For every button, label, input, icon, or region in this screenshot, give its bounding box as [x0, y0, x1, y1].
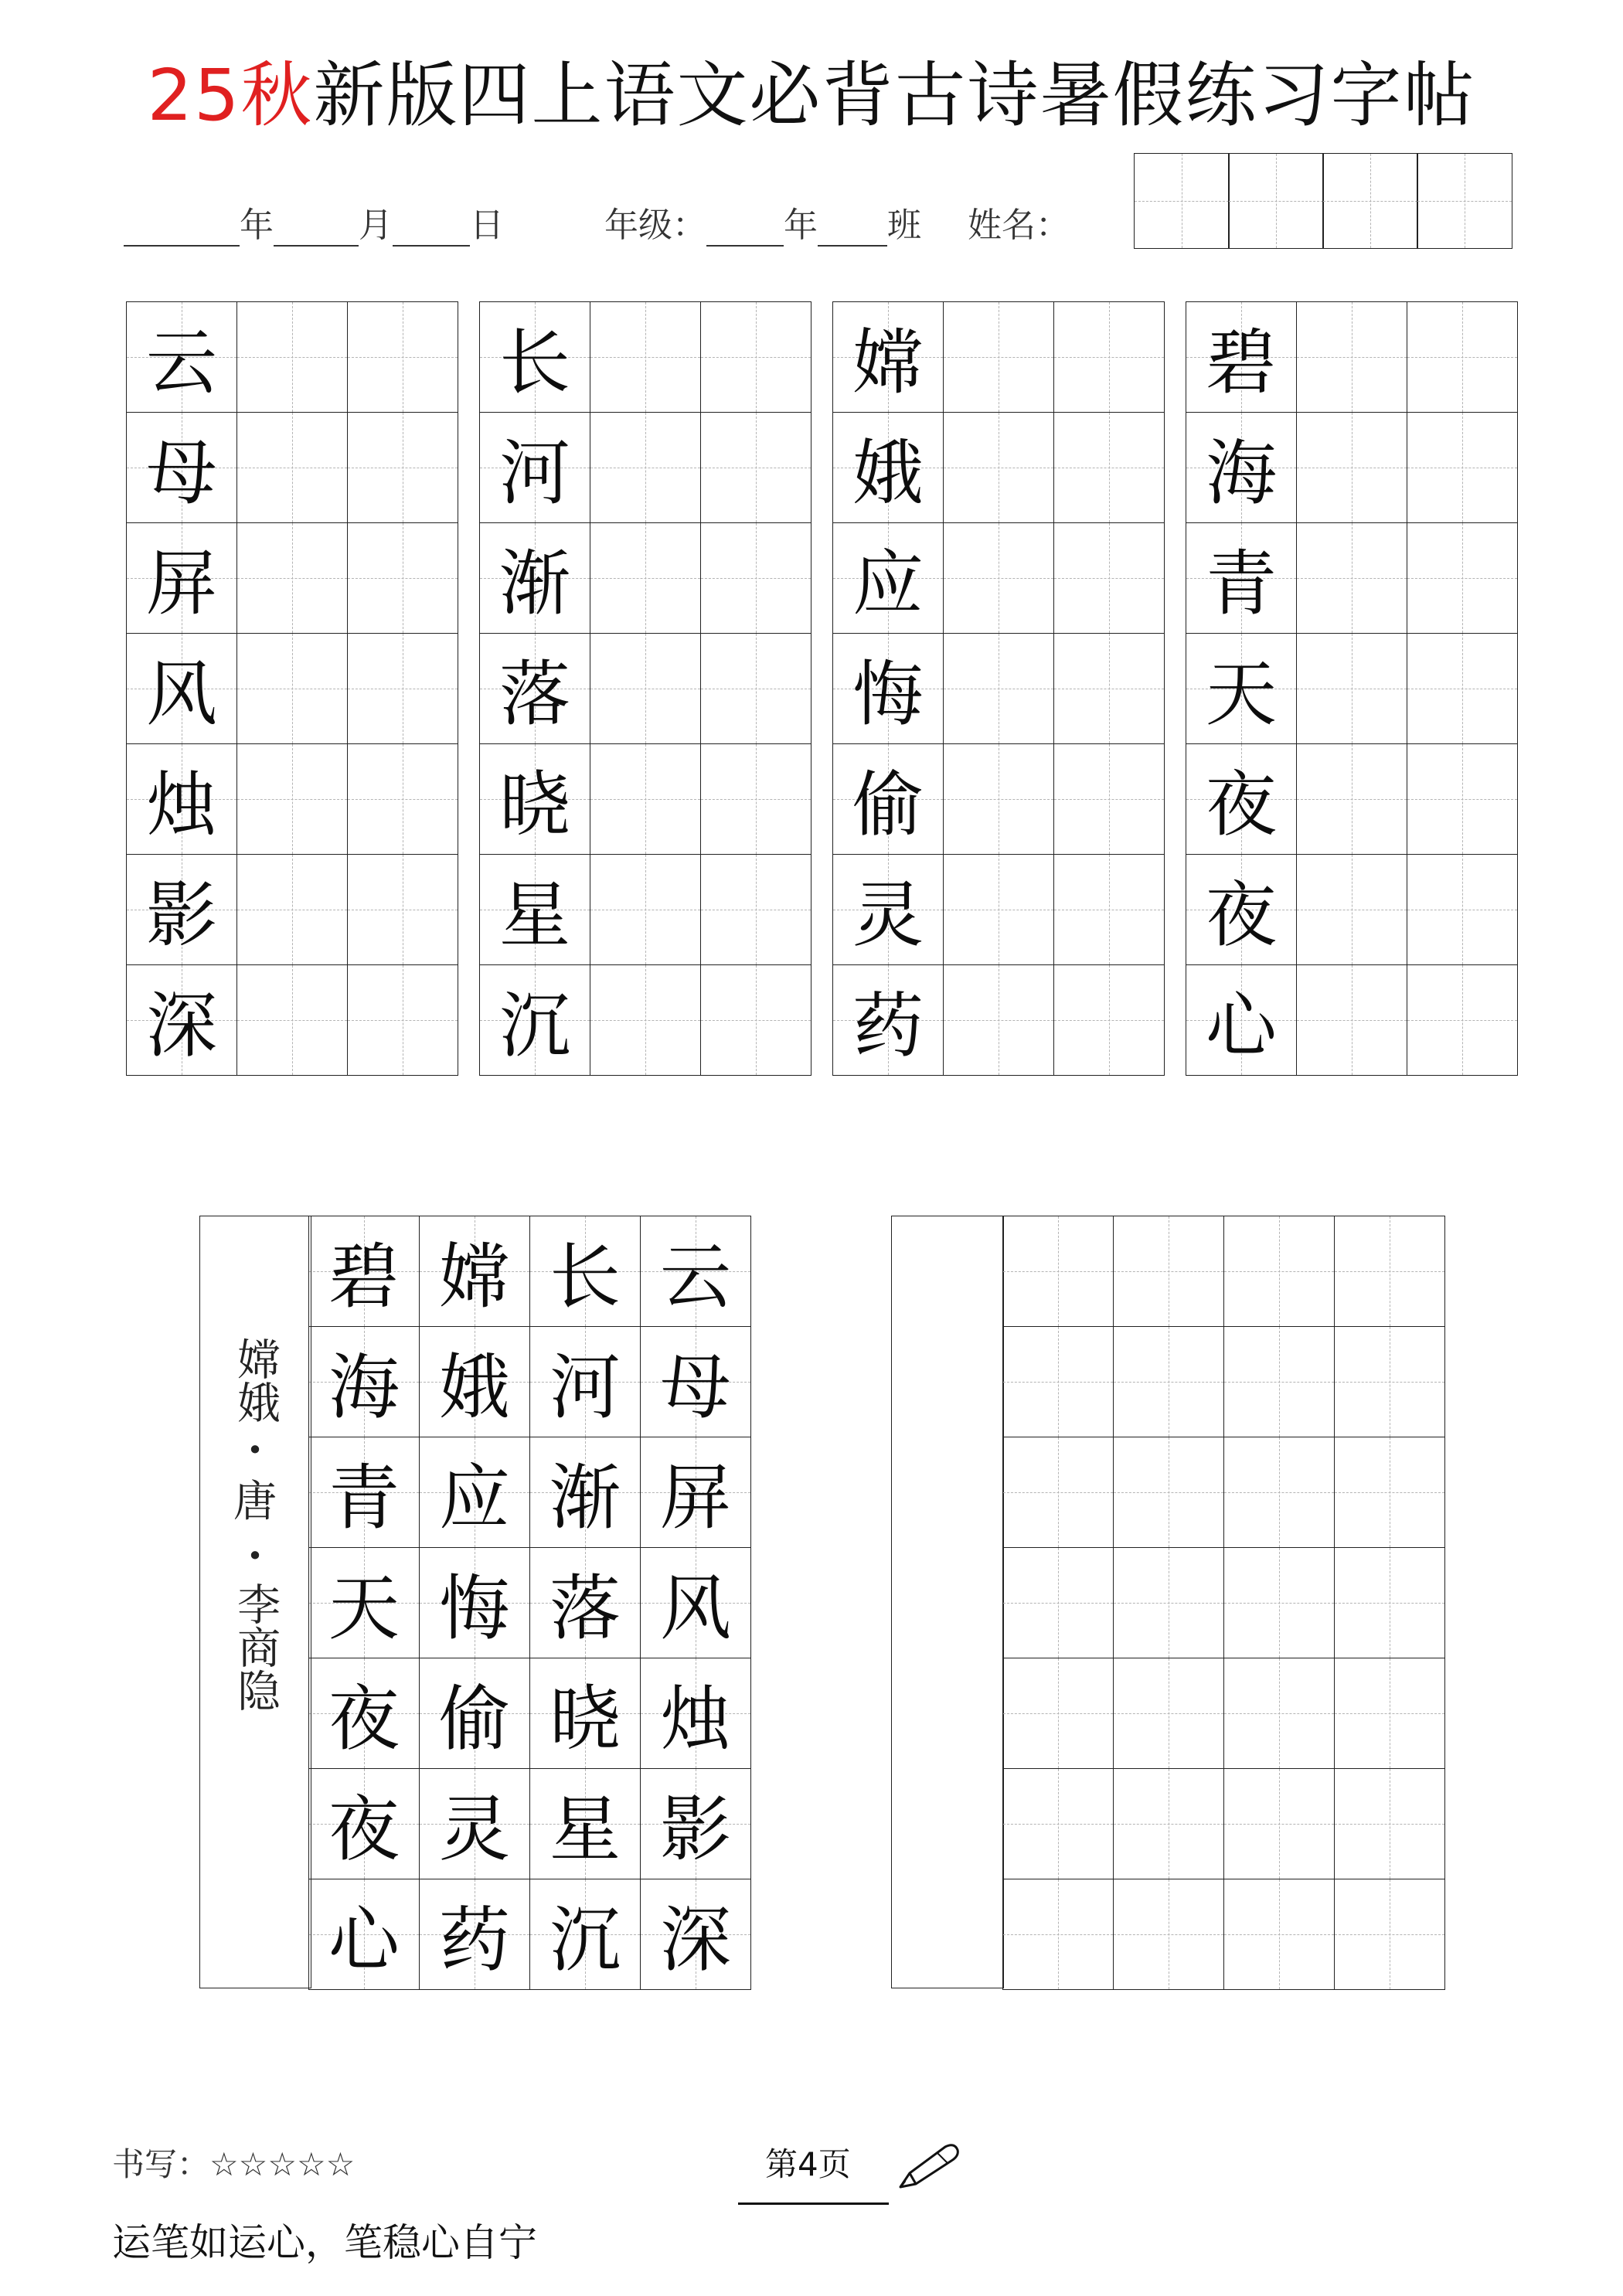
blank-writing-cell[interactable] [1113, 1768, 1224, 1879]
name-label: 姓名： [968, 206, 1070, 245]
practice-writing-cell[interactable] [347, 964, 458, 1076]
poem-character-cell[interactable] [308, 1216, 420, 1327]
practice-model-cell[interactable] [1186, 633, 1297, 744]
practice-writing-cell[interactable] [700, 522, 812, 634]
practice-writing-cell[interactable] [590, 964, 701, 1076]
model-character: 长 [498, 321, 570, 404]
blank-writing-cell[interactable] [1334, 1216, 1445, 1327]
model-character: 星 [498, 874, 570, 957]
grade-year-label: 年 [784, 206, 818, 245]
model-character: 天 [328, 1567, 400, 1650]
model-character: 天 [1205, 653, 1277, 736]
poem-character-cell[interactable] [529, 1658, 641, 1769]
practice-writing-cell[interactable] [347, 522, 458, 634]
poem-character-cell[interactable] [419, 1879, 530, 1990]
model-character: 嫦 [852, 321, 924, 404]
practice-writing-cell[interactable] [1407, 633, 1518, 744]
blank-writing-cell[interactable] [1223, 1879, 1335, 1990]
practice-writing-cell[interactable] [236, 854, 348, 965]
practice-writing-cell[interactable] [347, 633, 458, 744]
pen-icon [893, 2141, 962, 2195]
practice-model-cell[interactable] [126, 743, 237, 855]
poem-character-cell[interactable] [308, 1437, 420, 1548]
practice-model-cell[interactable] [832, 854, 944, 965]
motto: 运笔如运心，笔稳心自宁 [112, 2220, 537, 2265]
practice-writing-cell[interactable] [236, 522, 348, 634]
name-cell[interactable] [1228, 153, 1324, 249]
model-character: 娥 [438, 1346, 510, 1429]
model-character: 河 [498, 432, 570, 515]
practice-model-cell[interactable] [479, 301, 590, 413]
practice-writing-cell[interactable] [236, 964, 348, 1076]
day-label: 日 [470, 206, 504, 245]
model-character: 烛 [145, 764, 217, 846]
blank-writing-cell[interactable] [1002, 1658, 1114, 1769]
practice-model-cell[interactable] [126, 522, 237, 634]
page-number-underline [738, 2202, 889, 2205]
practice-writing-cell[interactable] [1296, 743, 1407, 855]
practice-writing-cell[interactable] [1053, 854, 1165, 965]
model-character: 碧 [1205, 321, 1277, 404]
blank-writing-cell[interactable] [1223, 1326, 1335, 1437]
model-character: 落 [498, 653, 570, 736]
model-character: 烛 [659, 1678, 731, 1760]
model-character: 母 [145, 432, 217, 515]
blank-writing-cell[interactable] [1002, 1326, 1114, 1437]
practice-writing-cell[interactable] [590, 522, 701, 634]
poem-character-cell[interactable] [529, 1437, 641, 1548]
page-title [0, 39, 1623, 141]
poem-character-cell[interactable] [419, 1326, 530, 1437]
year-label: 年 [240, 206, 274, 245]
blank-grid-label-column [891, 1216, 1004, 1988]
model-character: 风 [145, 653, 217, 736]
grade-label: 年级： [604, 206, 706, 245]
day-blank[interactable] [393, 213, 470, 247]
model-character: 青 [328, 1457, 400, 1539]
practice-writing-cell[interactable] [236, 743, 348, 855]
model-character: 海 [1205, 432, 1277, 515]
practice-model-cell[interactable] [1186, 854, 1297, 965]
practice-writing-cell[interactable] [1053, 633, 1165, 744]
practice-model-cell[interactable] [126, 854, 237, 965]
practice-writing-cell[interactable] [1296, 522, 1407, 634]
practice-writing-cell[interactable] [347, 854, 458, 965]
model-character: 晓 [498, 764, 570, 846]
model-character: 夜 [1205, 874, 1277, 957]
practice-writing-cell[interactable] [943, 743, 1054, 855]
practice-model-cell[interactable] [1186, 964, 1297, 1076]
model-character: 沉 [549, 1899, 621, 1981]
blank-writing-cell[interactable] [1002, 1547, 1114, 1658]
blank-writing-cell[interactable] [1223, 1437, 1335, 1548]
poem-character-cell[interactable] [308, 1879, 420, 1990]
model-character: 影 [145, 874, 217, 957]
model-character: 沉 [498, 985, 570, 1067]
title-main: 新版四上语文必背古诗暑假练习字帖 [313, 54, 1476, 137]
model-character: 药 [438, 1899, 510, 1981]
blank-writing-cell[interactable] [1334, 1658, 1445, 1769]
poem-character-cell[interactable] [419, 1216, 530, 1327]
blank-writing-cell[interactable] [1334, 1879, 1445, 1990]
practice-model-cell[interactable] [1186, 301, 1297, 413]
practice-writing-cell[interactable] [1296, 854, 1407, 965]
poem-character-cell[interactable] [529, 1768, 641, 1879]
blank-writing-cell[interactable] [1334, 1547, 1445, 1658]
grade-class-blank[interactable] [818, 213, 887, 247]
poem-character-cell[interactable] [419, 1658, 530, 1769]
practice-model-cell[interactable] [126, 301, 237, 413]
model-character: 云 [145, 321, 217, 404]
model-character: 悔 [438, 1567, 510, 1650]
separator-dot: · [247, 1424, 263, 1475]
practice-writing-cell[interactable] [1053, 743, 1165, 855]
poem-character-cell[interactable] [308, 1326, 420, 1437]
model-character: 嫦 [438, 1236, 510, 1318]
practice-writing-cell[interactable] [943, 854, 1054, 965]
practice-model-cell[interactable] [1186, 522, 1297, 634]
practice-writing-cell[interactable] [1296, 412, 1407, 523]
blank-writing-cell[interactable] [1113, 1547, 1224, 1658]
practice-writing-cell[interactable] [1053, 964, 1165, 1076]
practice-model-cell[interactable] [479, 743, 590, 855]
name-cell[interactable] [1134, 153, 1230, 249]
model-character: 偷 [852, 764, 924, 846]
rating-stars[interactable]: ☆☆☆☆☆ [209, 2145, 356, 2183]
practice-model-cell[interactable] [832, 964, 944, 1076]
practice-writing-cell[interactable] [1296, 964, 1407, 1076]
practice-model-cell[interactable] [126, 964, 237, 1076]
blank-writing-cell[interactable] [1113, 1879, 1224, 1990]
blank-writing-cell[interactable] [1002, 1768, 1114, 1879]
poem-character-cell[interactable] [419, 1437, 530, 1548]
poem-character-cell[interactable] [529, 1879, 641, 1990]
practice-writing-cell[interactable] [1407, 412, 1518, 523]
practice-writing-cell[interactable] [590, 412, 701, 523]
practice-writing-cell[interactable] [700, 633, 812, 744]
poem-title-char: 嫦娥 [230, 1337, 281, 1424]
page-number: 第4页 [765, 2145, 851, 2183]
model-character: 悔 [852, 653, 924, 736]
year-blank[interactable] [124, 213, 240, 247]
title-prefix: 25秋 [147, 54, 314, 137]
model-character: 灵 [852, 874, 924, 957]
model-character: 应 [852, 543, 924, 625]
practice-model-cell[interactable] [832, 522, 944, 634]
model-character: 屏 [145, 543, 217, 625]
practice-writing-cell[interactable] [700, 854, 812, 965]
practice-model-cell[interactable] [126, 633, 237, 744]
separator-dot: · [247, 1529, 263, 1581]
model-character: 河 [549, 1346, 621, 1429]
model-character: 娥 [852, 432, 924, 515]
blank-writing-cell[interactable] [1002, 1437, 1114, 1548]
practice-model-cell[interactable] [1186, 412, 1297, 523]
blank-writing-cell[interactable] [1113, 1216, 1224, 1327]
practice-writing-cell[interactable] [1407, 522, 1518, 634]
practice-writing-cell[interactable] [590, 743, 701, 855]
poem-character-cell[interactable] [308, 1768, 420, 1879]
practice-writing-cell[interactable] [700, 743, 812, 855]
practice-model-cell[interactable] [479, 964, 590, 1076]
practice-writing-cell[interactable] [943, 412, 1054, 523]
practice-model-cell[interactable] [479, 522, 590, 634]
practice-writing-cell[interactable] [1407, 964, 1518, 1076]
practice-writing-cell[interactable] [347, 412, 458, 523]
model-character: 风 [659, 1567, 731, 1650]
model-character: 夜 [328, 1788, 400, 1871]
practice-writing-cell[interactable] [590, 633, 701, 744]
practice-writing-cell[interactable] [943, 522, 1054, 634]
practice-model-cell[interactable] [126, 412, 237, 523]
poem-character-cell[interactable] [640, 1768, 751, 1879]
model-character: 心 [1205, 985, 1277, 1067]
poem-character-cell[interactable] [529, 1326, 641, 1437]
poem-character-cell[interactable] [419, 1547, 530, 1658]
poem-character-cell[interactable] [640, 1658, 751, 1769]
practice-model-cell[interactable] [832, 412, 944, 523]
practice-model-cell[interactable] [832, 743, 944, 855]
poem-character-cell[interactable] [529, 1216, 641, 1327]
practice-model-cell[interactable] [479, 854, 590, 965]
practice-writing-cell[interactable] [943, 964, 1054, 1076]
practice-writing-cell[interactable] [1407, 854, 1518, 965]
grade-year-blank[interactable] [706, 213, 784, 247]
month-blank[interactable] [274, 213, 359, 247]
grade-class-label: 班 [887, 206, 921, 245]
poem-character-cell[interactable] [308, 1658, 420, 1769]
practice-writing-cell[interactable] [1407, 743, 1518, 855]
poem-character-cell[interactable] [640, 1216, 751, 1327]
model-character: 影 [659, 1788, 731, 1871]
blank-writing-cell[interactable] [1223, 1547, 1335, 1658]
practice-writing-cell[interactable] [1053, 412, 1165, 523]
name-cell[interactable] [1417, 153, 1512, 249]
model-character: 星 [549, 1788, 621, 1871]
poem-character-cell[interactable] [640, 1879, 751, 1990]
blank-writing-cell[interactable] [1223, 1658, 1335, 1769]
practice-writing-cell[interactable] [347, 743, 458, 855]
practice-writing-cell[interactable] [590, 301, 701, 413]
blank-writing-cell[interactable] [1113, 1326, 1224, 1437]
poem-character-cell[interactable] [308, 1547, 420, 1658]
model-character: 晓 [549, 1678, 621, 1760]
writing-rating [112, 2139, 355, 2185]
blank-writing-cell[interactable] [1334, 1437, 1445, 1548]
practice-writing-cell[interactable] [1053, 301, 1165, 413]
blank-writing-cell[interactable] [1223, 1768, 1335, 1879]
practice-model-cell[interactable] [1186, 743, 1297, 855]
practice-model-cell[interactable] [479, 412, 590, 523]
practice-writing-cell[interactable] [943, 301, 1054, 413]
practice-writing-cell[interactable] [590, 854, 701, 965]
model-character: 海 [328, 1346, 400, 1429]
model-character: 灵 [438, 1788, 510, 1871]
blank-writing-cell[interactable] [1113, 1658, 1224, 1769]
practice-model-cell[interactable] [832, 301, 944, 413]
poem-character-cell[interactable] [640, 1326, 751, 1437]
practice-writing-cell[interactable] [1296, 633, 1407, 744]
poem-author: 李商隐 [230, 1581, 281, 1712]
blank-writing-cell[interactable] [1002, 1216, 1114, 1327]
model-character: 碧 [328, 1236, 400, 1318]
model-character: 长 [549, 1236, 621, 1318]
practice-writing-cell[interactable] [1296, 301, 1407, 413]
model-character: 渐 [498, 543, 570, 625]
model-character: 深 [145, 985, 217, 1067]
model-character: 屏 [659, 1457, 731, 1539]
blank-writing-cell[interactable] [1002, 1879, 1114, 1990]
poem-character-cell[interactable] [419, 1768, 530, 1879]
model-character: 落 [549, 1567, 621, 1650]
model-character: 深 [659, 1899, 731, 1981]
practice-model-cell[interactable] [479, 633, 590, 744]
practice-writing-cell[interactable] [1053, 522, 1165, 634]
model-character: 渐 [549, 1457, 621, 1539]
poem-meta [209, 1337, 301, 1712]
blank-writing-cell[interactable] [1334, 1768, 1445, 1879]
practice-writing-cell[interactable] [347, 301, 458, 413]
model-character: 母 [659, 1346, 731, 1429]
model-character: 应 [438, 1457, 510, 1539]
model-character: 心 [328, 1899, 400, 1981]
model-character: 夜 [328, 1678, 400, 1760]
practice-model-cell[interactable] [832, 633, 944, 744]
model-character: 夜 [1205, 764, 1277, 846]
student-info-line [124, 197, 1070, 247]
blank-writing-cell[interactable] [1223, 1216, 1335, 1327]
practice-writing-cell[interactable] [943, 633, 1054, 744]
practice-writing-cell[interactable] [700, 301, 812, 413]
model-character: 云 [659, 1236, 731, 1318]
practice-writing-cell[interactable] [700, 412, 812, 523]
poem-character-cell[interactable] [529, 1547, 641, 1658]
rating-label: 书写： [112, 2145, 210, 2183]
practice-writing-cell[interactable] [236, 633, 348, 744]
model-character: 药 [852, 985, 924, 1067]
poem-character-cell[interactable] [640, 1547, 751, 1658]
practice-writing-cell[interactable] [236, 301, 348, 413]
poem-character-cell[interactable] [640, 1437, 751, 1548]
blank-writing-cell[interactable] [1113, 1437, 1224, 1548]
model-character: 青 [1205, 543, 1277, 625]
poem-dynasty: 唐 [233, 1477, 277, 1528]
model-character: 偷 [438, 1678, 510, 1760]
name-cell[interactable] [1322, 153, 1418, 249]
blank-writing-cell[interactable] [1334, 1326, 1445, 1437]
practice-writing-cell[interactable] [236, 412, 348, 523]
month-label: 月 [359, 206, 393, 245]
practice-writing-cell[interactable] [1407, 301, 1518, 413]
practice-writing-cell[interactable] [700, 964, 812, 1076]
